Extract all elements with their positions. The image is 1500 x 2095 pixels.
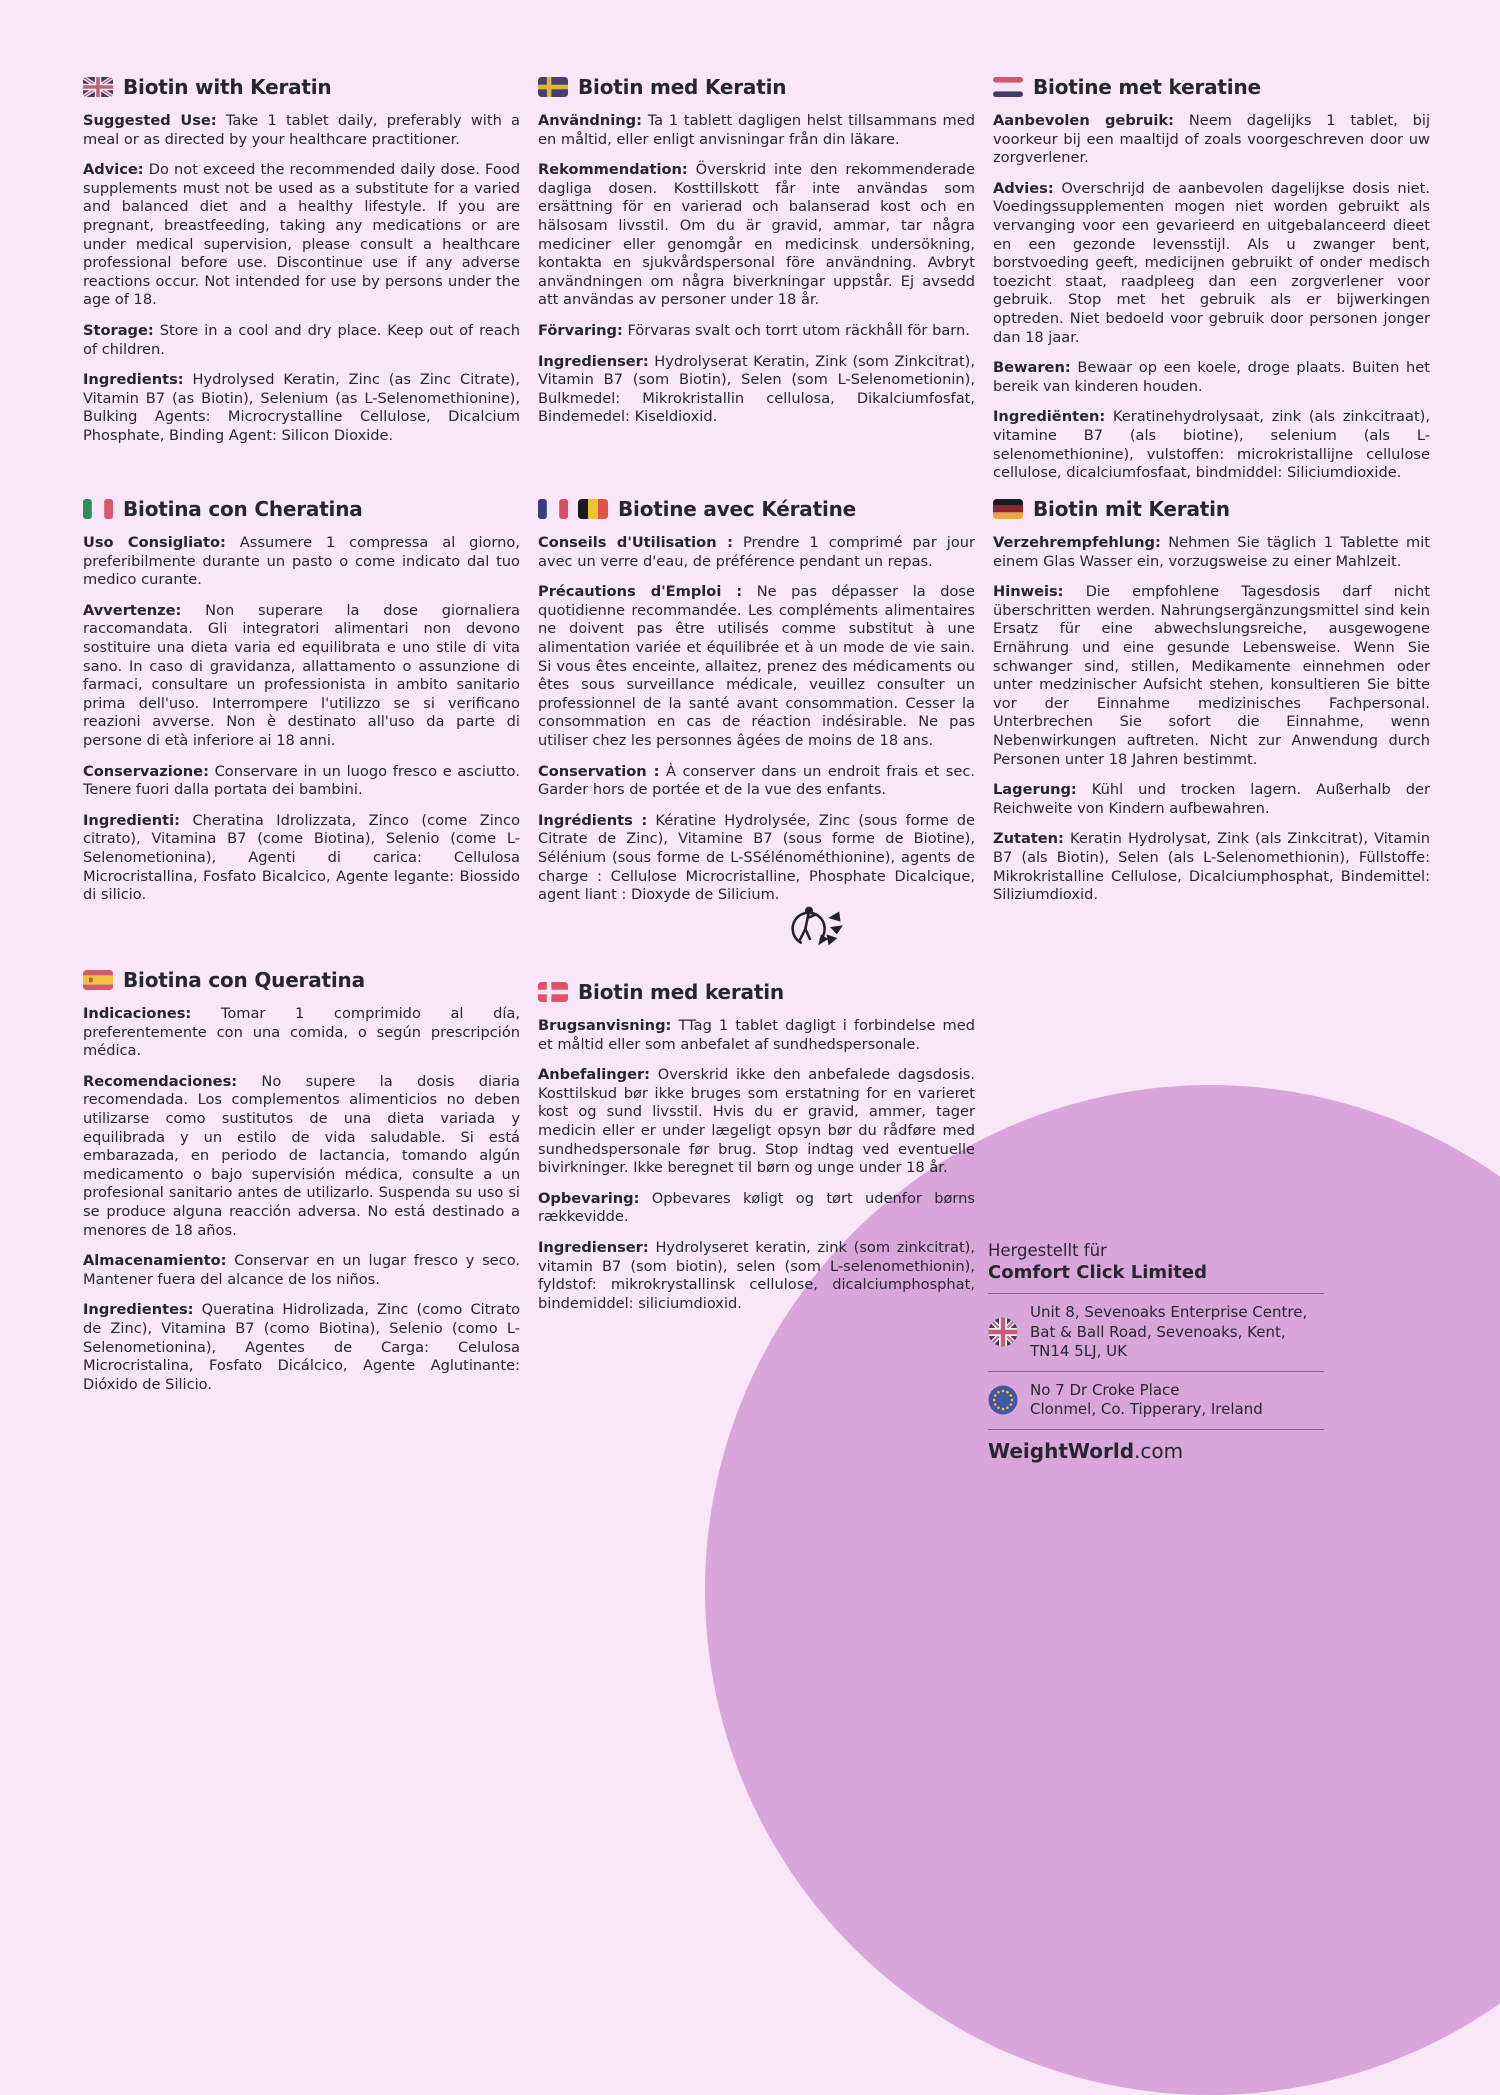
germany-flag-icon [993,499,1023,519]
section-header [538,75,975,99]
paragraph-use: Brugsanvisning: TTag 1 tablet dagligt i forbindelse med et måltid eller som anbefalet af sundhedspersonale. [538,1017,975,1053]
paragraph-use: Indicaciones: Tomar 1 comprimido al día, preferentemente con una comida, o según prescripción médica. [83,1005,520,1060]
manufacturer-block [988,1240,1324,1463]
section-english [83,75,520,458]
section-italian [83,497,520,917]
paragraph-storage: Opbevaring: Opbevares køligt og tørt udenfor børns rækkevidde. [538,1189,976,1226]
paragraph-ingredients: Ingrediënten: Keratinehydrolysaat, zink (als zinkcitraat), vitamine B7 (als biotine), selenium (als L-selenomethionine), vulstoffen: microkristallijne cellulose cellulose, dicalciumfosfaat, bindmiddel: Siliciumdioxide. [993,408,1430,482]
section-swedish [538,75,975,439]
section-title: Biotin med Keratin [578,75,787,99]
section-title: Biotin mit Keratin [1033,497,1230,521]
spain-flag-icon [83,970,113,990]
section-french [538,497,975,917]
divider [988,1429,1324,1430]
divider [988,1293,1324,1294]
italy-flag-icon [83,499,113,519]
ireland-address-row [988,1381,1324,1420]
section-title: Biotina con Cheratina [123,497,363,521]
section-spanish [83,968,520,1406]
paragraph-ingredients: Ingredients: Hydrolysed Keratin, Zinc (as Zinc Citrate), Vitamin B7 (as Biotin), Selenium (as L-Selenomethionine), Bulking Agents: Microcrystalline Cellulose, Dicalcium Phosphate, Binding Agent: Silicon Dioxide. [83,371,520,444]
uk-address-row [988,1303,1324,1362]
paragraph-ingredients: Ingrédients : Kératine Hydrolysée, Zinc (sous forme de Citrate de Zinc), Vitamine B7 (sous forme de Biotine), Sélénium (sous forme de L-SSélénométhionine), agents de charge : Cellulose Microcristalline, Phosphate Dicalcique, agent liant : Dioxyde de Silicium. [538,811,975,904]
uk-flag-roundel-icon [988,1317,1018,1347]
section-title: Biotina con Queratina [123,968,365,992]
paragraph-ingredients: Ingredienser: Hydrolyserat Keratin, Zink (som Zinkcitrat), Vitamin B7 (som Biotin), Selen (som L-Selenometionin), Bulkmedel: Mikrokristallin cellulosa, Dikalciumfosfat, Bindemedel: Kiseldioxid. [538,352,976,426]
paragraph-advice: Avvertenze: Non superare la dose giornaliera raccomandata. Gli integratori alimentari non devono sostituire una dieta varia ed equilibrata e uno stile di vita sano. In caso di gravidanza, allattamento o assunzione di farmaci, consultare un professionista in ambito sanitario prima dell'uso. Interrompere l'utilizzo se si verificano reazioni avverse. Non è destinato all'uso da parte di persone di età inferiore ai 18 anni. [83,601,520,749]
ireland-address: No 7 Dr Croke Place Clonmel, Co. Tipperary, Ireland [1030,1380,1263,1418]
paragraph-advice: Advice: Do not exceed the recommended daily dose. Food supplements must not be used as a substitute for a varied and balanced diet and a healthy lifestyle. If you are pregnant, breastfeeding, taking any medications or are under medical supervision, please consult a healthcare professional before use. Discontinue use if any adverse reactions occur. Not intended for use by persons under the age of 18. [83,161,520,309]
section-title: Biotin with Keratin [123,75,332,99]
section-german [993,497,1430,917]
paragraph-advice: Recomendaciones: No supere la dosis diaria recomendada. Los complementos alimenticios no deben utilizarse como sustitutos de una dieta variada y equilibrada y un estilo de vida saludable. Si está embarazada, en periodo de lactancia, tomando algún medicamento o bajo supervisión médica, consulte a un profesional sanitario antes de utilizarlo. Suspenda su uso si se produce alguna reacción adversa. No está destinado a menores de 18 años. [83,1072,520,1239]
paragraph-suggested-use: Suggested Use: Take 1 tablet daily, preferably with a meal or as directed by your healthcare practitioner. [83,112,520,148]
divider [988,1371,1324,1372]
belgium-flag-icon [578,499,608,519]
section-header [83,497,520,521]
paragraph-storage: Almacenamiento: Conservar en un lugar fresco y seco. Mantener fuera del alcance de los niños. [83,1252,520,1288]
section-title: Biotine met keratine [1033,75,1261,99]
paragraph-ingredients: Ingredienti: Cheratina Idrolizzata, Zinco (come Zinco citrato), Vitamina B7 (come Biotina), Selenio (come L-Selenometionina), Agenti di carica: Cellulosa Microcristallina, Fosfato Bicalcico, Agente legante: Biossido di silicio. [83,811,520,904]
section-danish [538,980,975,1325]
section-header [538,980,975,1004]
section-dutch [993,75,1430,495]
paragraph-storage: Lagerung: Kühl und trocken lagern. Außerhalb der Reichweite von Kindern aufbewahren. [993,781,1430,817]
made-for-label: Hergestellt für [988,1241,1107,1260]
paragraph-ingredients: Zutaten: Keratin Hydrolysat, Zink (als Zinkcitrat), Vitamin B7 (als Biotin), Selen (als L-Selenomethionin), Füllstoffe: Mikrokristalline Cellulose, Dicalciumphosphat, Bindemittel: Siliziumdioxid. [993,830,1430,904]
denmark-flag-icon [538,982,568,1002]
section-title: Biotine avec Kératine [618,497,857,521]
paragraph-ingredients: Ingredienser: Hydrolyseret keratin, zink (som zinkcitrat), vitamin B7 (som biotin), selen (som L-selenomethionin), fyldstof: mikrokrystallinsk cellulose, dicalciumphosphat, bindemiddel: siliciumdioxid. [538,1238,976,1312]
paragraph-ingredients: Ingredientes: Queratina Hidrolizada, Zinc (como Citrato de Zinc), Vitamina B7 (como Biotina), Selenio (como L-Selenometionina), Agentes de Carga: Celulosa Microcristalina, Fosfato Dicálcico, Agente Aglutinante: Dióxido de Silicio. [83,1301,520,1393]
paragraph-storage: Conservazione: Conservare in un luogo fresco e asciutto. Tenere fuori dalla portata dei bambini. [83,762,520,799]
section-title: Biotin med keratin [578,980,784,1004]
paragraph-storage: Bewaren: Bewaar op een koele, droge plaats. Buiten het bereik van kinderen houden. [993,359,1430,395]
sweden-flag-icon [538,77,568,97]
paragraph-use: Användning: Ta 1 tablett dagligen helst tillsammans med en måltid, eller enligt anvisningar från din läkare. [538,112,975,148]
paragraph-advice: Hinweis: Die empfohlene Tagesdosis darf nicht überschritten werden. Nahrungsergänzungsmittel sind kein Ersatz für eine abwechslungsreiche, ausgewogene Ernährung und eine gesunde Lebensweise. Wenn Sie schwanger sind, stillen, Medikamente einnehmen oder unter medzinischer Aufsicht stehen, konsultieren Sie bitte vor der Einnahme medizinisches Fachpersonal. Unterbrechen Sie sofort die Einnahme, wenn Nebenwirkungen auftreten. Nicht zur Anwendung durch Personen unter 18 Jahren bestimmt. [993,583,1431,768]
uk-flag-icon [83,77,113,97]
section-header [993,497,1430,521]
triman-recycling-icon [788,902,852,954]
section-header [538,497,975,521]
paragraph-advice: Anbefalinger: Overskrid ikke den anbefalede dagsdosis. Kosttilskud bør ikke bruges som erstatning for en varieret kost og sund livsstil. Hvis du er gravid, ammer, tager medicin eller er under lægeligt opsyn bør du rådføre med sundhedspersonale før brug. Stop indtag ved eventuelle bivirkninger. Ikke beregnet til børn og unge under 18 år. [538,1066,975,1177]
france-flag-icon [538,499,568,519]
section-header [83,968,520,992]
paragraph-advice: Rekommendation: Överskrid inte den rekommenderade dagliga dosen. Kosttillskott får inte användas som ersättning för en varierad och balanserad kost och en hälsosam livsstil. Om du är gravid, ammar, tar några mediciner eller genomgår en medicinsk undersökning, kontakta en sjukvårdspersonal före användning. Avbryt användningen om några biverkningar uppstår. Ej avsedd att användas av personer under 18 år. [538,161,976,309]
paragraph-storage: Conservation : À conserver dans un endroit frais et sec. Garder hors de portée et de la vue des enfants. [538,762,975,799]
section-header [83,75,520,99]
paragraph-storage: Förvaring: Förvaras svalt och torrt utom räckhåll för barn. [538,321,970,339]
paragraph-use: Uso Consigliato: Assumere 1 compressa al giorno, preferibilmente durante un pasto o come indicato dal tuo medico curante. [83,534,520,589]
paragraph-advice: Précautions d'Emploi : Ne pas dépasser la dose quotidienne recommandée. Les compléments alimentaires ne doivent pas être utilisés comme substitut à une alimentation variée et équilibrée et à un mode de vie sain. Si vous êtes enceinte, allaitez, prenez des médicaments ou êtes sous surveillance médicale, veuillez consulter un professionnel de la santé avant consommation. Cesser la consommation en cas de réaction indésirable. Ne pas utiliser chez les personnes âgées de moins de 18 ans. [538,583,976,749]
paragraph-advice: Advies: Overschrijd de aanbevolen dagelijkse dosis niet. Voedingssupplementen mogen niet worden gebruikt als vervanging voor een gevarieerd en uitgebalanceerd dieet en een gezonde levensstijl. Als u zwanger bent, borstvoeding geeft, medicijnen gebruikt of onder medisch toezicht staat, raadpleeg dan een zorgverlener voor gebruik. Stop met het gebruik als er bijwerkingen optreden. Niet bedoeld voor gebruik door personen jonger dan 18 jaar. [993,179,1430,346]
paragraph-use: Conseils d'Utilisation : Prendre 1 comprimé par jour avec un verre d'eau, de préférence pendant un repas. [538,534,975,570]
netherlands-flag-icon [993,77,1023,97]
paragraph-storage: Storage: Store in a cool and dry place. Keep out of reach of children. [83,321,521,358]
eu-flag-roundel-icon [988,1385,1018,1415]
company-name: Comfort Click Limited [988,1262,1207,1283]
paragraph-use: Aanbevolen gebruik: Neem dagelijks 1 tablet, bij voorkeur bij een maaltijd of zoals voorgeschreven door uw zorgverlener. [993,112,1431,167]
section-header [993,75,1430,99]
paragraph-use: Verzehrempfehlung: Nehmen Sie täglich 1 Tablette mit einem Glas Wasser ein, vorzugsweise zu einer Mahlzeit. [993,534,1430,570]
uk-address: Unit 8, Sevenoaks Enterprise Centre, Bat & Ball Road, Sevenoaks, Kent, TN14 5LJ, UK [1030,1303,1308,1360]
brand-website: WeightWorld.com [988,1438,1184,1463]
